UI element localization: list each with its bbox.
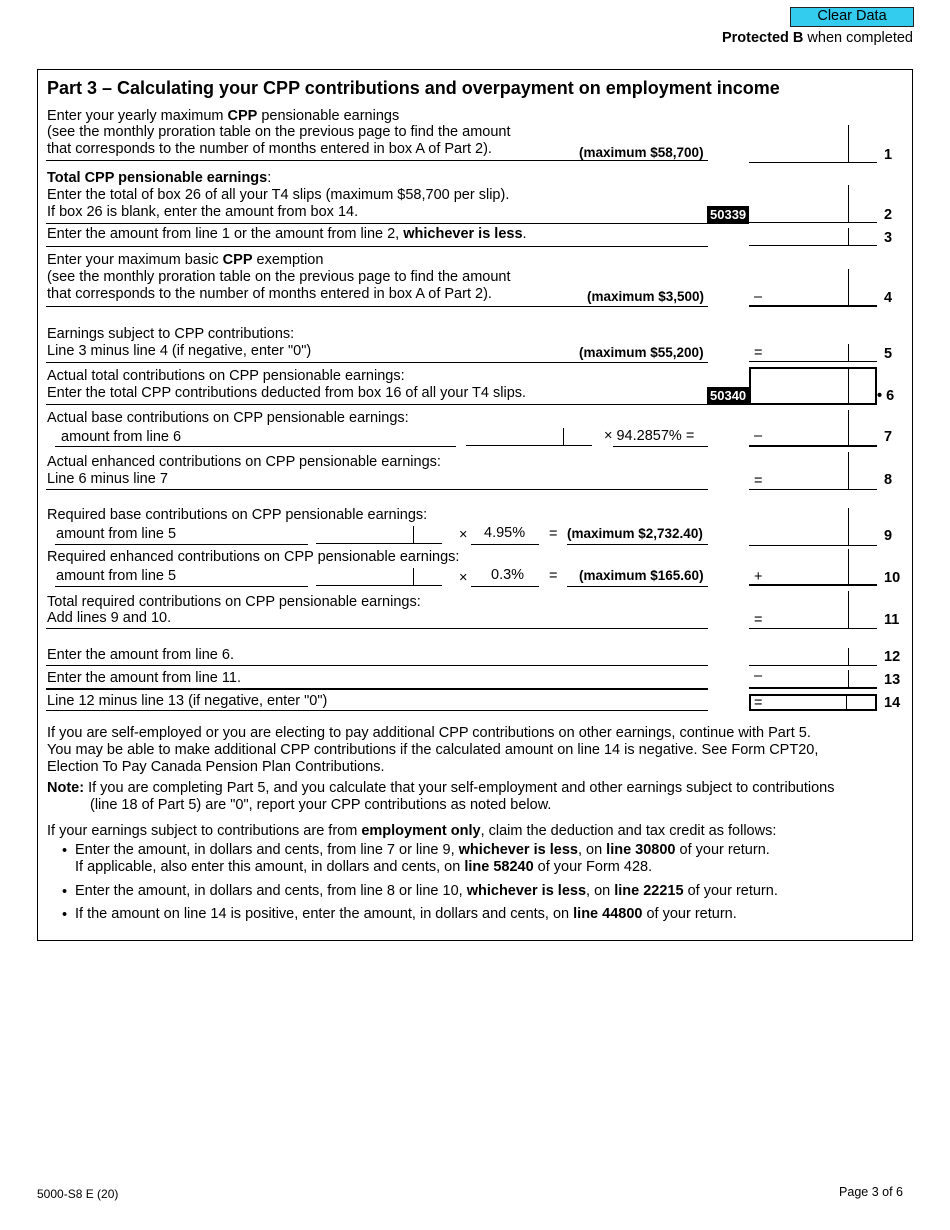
info-note-2: (line 18 of Part 5) are "0", report your CPP contributions as noted below.	[90, 797, 552, 813]
info-p3: Election To Pay Canada Pension Plan Contributions.	[47, 759, 385, 775]
line8-text-b: Line 6 minus line 7	[47, 471, 168, 487]
line8-sign: =	[754, 473, 763, 489]
line9-times: ×	[459, 527, 468, 543]
line13-input[interactable]	[749, 670, 877, 689]
line10-calc-input[interactable]	[316, 568, 442, 586]
line10-times: ×	[459, 570, 468, 586]
line11-sign: =	[754, 612, 763, 628]
line1-rule	[46, 160, 708, 161]
line6-code: 50340	[707, 387, 749, 405]
bullet-3-dot: •	[62, 907, 68, 923]
line7-calc-input[interactable]	[466, 428, 592, 446]
line12-number: 12	[884, 649, 901, 665]
line13-number: 13	[884, 672, 901, 688]
line5-text-b: Line 3 minus line 4 (if negative, enter "0")	[47, 343, 312, 359]
line9-input[interactable]	[749, 508, 877, 546]
line14-text: Line 12 minus line 13 (if negative, enter "0")	[47, 693, 328, 709]
line8-input[interactable]	[749, 452, 877, 490]
line6-text-b: Enter the total CPP contributions deducted from box 16 of all your T4 slips.	[47, 385, 527, 401]
line1-input[interactable]	[749, 125, 877, 163]
line13-text: Enter the amount from line 11.	[47, 670, 241, 686]
line4-sign: –	[754, 289, 763, 305]
line9-calc-input[interactable]	[316, 526, 442, 544]
line9-max-underline	[567, 544, 708, 545]
line6-rule	[46, 404, 708, 405]
bullet-1-line2: If applicable, also enter this amount, in dollars and cents, on line 58240 of your Form 428.	[75, 859, 653, 875]
line11-input[interactable]	[749, 591, 877, 629]
line8-number: 8	[884, 472, 893, 488]
line1-number: 1	[884, 147, 893, 163]
line4-max: (maximum $3,500)	[587, 289, 705, 304]
line11-text-b: Add lines 9 and 10.	[47, 610, 172, 626]
page-number: Page 3 of 6	[839, 1185, 903, 1199]
line14-sign: =	[754, 695, 763, 711]
line5-text-a: Earnings subject to CPP contributions:	[47, 326, 295, 342]
line5-number: 5	[884, 346, 893, 362]
line10-text-a: Required enhanced contributions on CPP pensionable earnings:	[47, 549, 460, 565]
line1-text-b: (see the monthly proration table on the previous page to find the amount	[47, 124, 511, 140]
line8-text-a: Actual enhanced contributions on CPP pensionable earnings:	[47, 454, 441, 470]
line10-eq: =	[549, 568, 558, 584]
line11-text-a: Total required contributions on CPP pensionable earnings:	[47, 594, 421, 610]
line14-input[interactable]	[749, 694, 877, 711]
line9-underline	[55, 544, 308, 545]
line7-number: 7	[884, 429, 893, 445]
info-note: Note: If you are completing Part 5, and you calculate that your self-employment and other earnings subject to contributions	[47, 780, 835, 796]
line7-input[interactable]	[749, 410, 877, 447]
line4-rule	[46, 306, 708, 307]
line5-input[interactable]	[749, 344, 877, 362]
line9-rate: 4.95%	[484, 525, 526, 541]
line2-rule	[46, 223, 708, 224]
line7-op: × 94.2857% =	[604, 428, 695, 444]
line10-rate-underline	[471, 586, 539, 587]
line9-rate-underline	[471, 544, 539, 545]
line3-input[interactable]	[749, 228, 877, 246]
line5-rule	[46, 362, 708, 363]
line3-text: Enter the amount from line 1 or the amount from line 2, whichever is less.	[47, 226, 527, 242]
bullet-3: If the amount on line 14 is positive, enter the amount, in dollars and cents, on line 44800 of your return.	[75, 906, 737, 922]
line2-text-a: Total CPP pensionable earnings:	[47, 170, 272, 186]
line2-code: 50339	[707, 206, 749, 224]
line4-input[interactable]	[749, 269, 877, 307]
line10-text-b: amount from line 5	[56, 568, 177, 584]
line6-input[interactable]	[749, 367, 877, 405]
line9-max: (maximum $2,732.40)	[567, 526, 703, 541]
line4-number: 4	[884, 290, 893, 306]
line13-sign: –	[754, 668, 763, 684]
line5-sign: =	[754, 345, 763, 361]
line2-text-c: If box 26 is blank, enter the amount from box 14.	[47, 204, 359, 220]
line13-rule	[46, 688, 708, 690]
line2-input[interactable]	[749, 185, 877, 223]
line7-underline	[55, 446, 456, 447]
line10-max: (maximum $165.60)	[579, 568, 704, 583]
info-p2: You may be able to make additional CPP contributions if the calculated amount on line 14 is negative. See Form CPT20,	[47, 742, 819, 758]
line9-number: 9	[884, 528, 893, 544]
line6-number: • 6	[877, 388, 895, 404]
line12-text: Enter the amount from line 6.	[47, 647, 234, 663]
line1-max: (maximum $58,700)	[579, 145, 704, 160]
form-id: 5000-S8 E (20)	[37, 1187, 119, 1201]
line14-rule	[46, 710, 708, 711]
line6-text-a: Actual total contributions on CPP pensionable earnings:	[47, 368, 405, 384]
line11-rule	[46, 628, 708, 629]
line10-underline	[55, 586, 308, 587]
bullet-2-dot: •	[62, 884, 68, 900]
line2-number: 2	[884, 207, 893, 223]
line1-text-a: Enter your yearly maximum CPP pensionable earnings	[47, 108, 400, 124]
part3-title: Part 3 – Calculating your CPP contributions and overpayment on employment income	[47, 78, 780, 98]
line9-eq: =	[549, 526, 558, 542]
line8-rule	[46, 489, 708, 490]
line7-text-b: amount from line 6	[61, 429, 182, 445]
info-claim: If your earnings subject to contributions are from employment only, claim the deduction and tax credit as follows:	[47, 823, 777, 839]
line10-max-underline	[567, 586, 708, 587]
line4-text-a: Enter your maximum basic CPP exemption	[47, 252, 324, 268]
line10-input[interactable]	[749, 549, 877, 586]
line7-op-underline	[613, 446, 708, 447]
clear-data-button[interactable]: Clear Data	[790, 7, 914, 27]
line10-rate: 0.3%	[491, 567, 525, 583]
line14-number: 14	[884, 695, 901, 711]
protected-b-label: Protected B when completed	[721, 30, 913, 46]
line11-number: 11	[884, 612, 900, 628]
line7-sign: –	[754, 428, 763, 444]
line10-number: 10	[884, 570, 901, 586]
info-p1: If you are self-employed or you are electing to pay additional CPP contributions on other earnings, continue with Part 5.	[47, 725, 811, 741]
line10-sign: +	[754, 569, 763, 585]
line9-text-a: Required base contributions on CPP pensionable earnings:	[47, 507, 428, 523]
line2-text-b: Enter the total of box 26 of all your T4 slips (maximum $58,700 per slip).	[47, 187, 510, 203]
line1-text-c: that corresponds to the number of months entered in box A of Part 2).	[47, 141, 492, 157]
line12-input[interactable]	[749, 648, 877, 666]
line4-text-b: (see the monthly proration table on the previous page to find the amount	[47, 269, 511, 285]
line12-rule	[46, 665, 708, 666]
line7-text-a: Actual base contributions on CPP pensionable earnings:	[47, 410, 409, 426]
bullet-2: Enter the amount, in dollars and cents, from line 8 or line 10, whichever is less, on line 22215 of your return.	[75, 883, 778, 899]
line4-text-c: that corresponds to the number of months entered in box A of Part 2).	[47, 286, 492, 302]
line5-max: (maximum $55,200)	[579, 345, 704, 360]
line3-number: 3	[884, 230, 893, 246]
bullet-1-line1: Enter the amount, in dollars and cents, from line 7 or line 9, whichever is less, on line 30800 of your return.	[75, 842, 770, 858]
line3-rule	[46, 246, 708, 247]
line9-text-b: amount from line 5	[56, 526, 177, 542]
bullet-1-dot: •	[62, 843, 68, 859]
